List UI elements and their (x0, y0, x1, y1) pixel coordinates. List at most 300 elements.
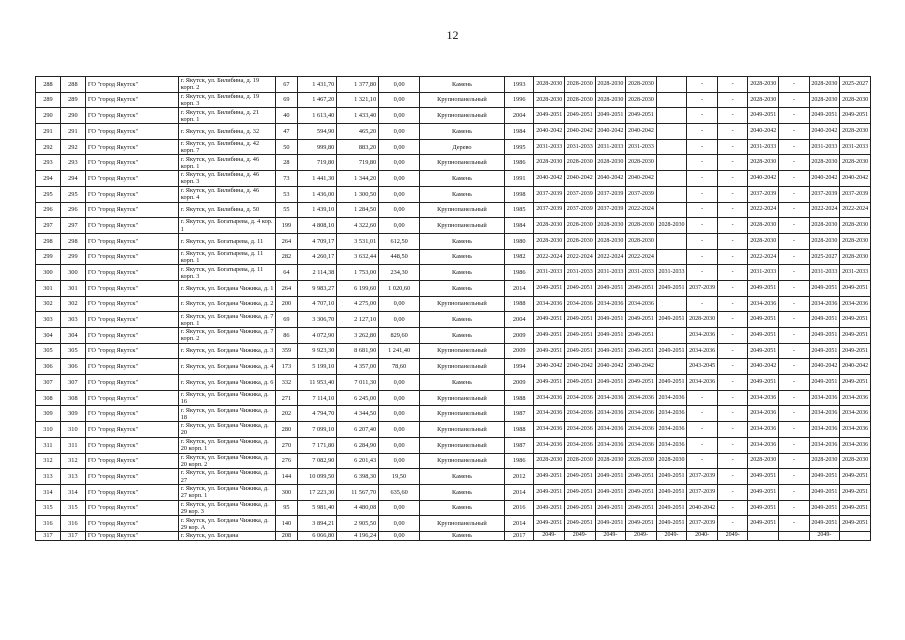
repair-period-cell: - (687, 233, 718, 249)
repair-period-cell: - (717, 500, 748, 516)
repair-period-cell: 2040-2042 (534, 359, 565, 375)
repair-period-cell (840, 531, 871, 540)
organization-cell: ГО "город Якутск" (85, 139, 178, 155)
repair-period-cell: - (687, 77, 718, 93)
residential-area-cell: 465,20 (337, 124, 379, 140)
table-row (36, 233, 871, 249)
row-index-cell: 289 (60, 92, 85, 108)
repair-period-cell: 2034-2036 (595, 437, 626, 453)
repair-period-cell (656, 233, 687, 249)
repair-period-cell: 2049-2051 (565, 108, 596, 124)
row-index-cell: 304 (60, 328, 85, 344)
residential-area-cell: 2 127,10 (337, 312, 379, 328)
row-number-cell: 304 (36, 328, 61, 344)
repair-period-cell: 2040-2042 (809, 171, 840, 187)
total-area-cell: 1 467,20 (297, 92, 337, 108)
repair-period-cell: 2049-2051 (748, 516, 779, 532)
repair-period-cell: 2034-2036 (626, 390, 657, 406)
total-area-cell: 7 082,90 (297, 453, 337, 469)
build-year-cell: 2009 (504, 328, 533, 344)
repair-period-cell: 2028-2030 (534, 77, 565, 93)
repair-period-cell: - (717, 437, 748, 453)
total-area-cell: 4 709,17 (297, 233, 337, 249)
wall-material-cell: Камень (420, 124, 505, 140)
repair-period-cell: - (717, 328, 748, 344)
build-year-cell: 2014 (504, 484, 533, 500)
total-area-cell: 4 072,90 (297, 328, 337, 344)
repair-period-cell: 2040-2042 (748, 359, 779, 375)
repair-period-cell: 2031-2033 (534, 265, 565, 281)
repair-period-cell: - (779, 124, 810, 140)
repair-period-cell (656, 171, 687, 187)
nonresidential-area-cell: 0,00 (379, 312, 420, 328)
residential-area-cell: 4 480,08 (337, 500, 379, 516)
repair-period-cell: - (779, 218, 810, 234)
address-cell: г. Якутск, ул. Билибина, д. 46 корп. 4 (178, 186, 275, 202)
nonresidential-area-cell: 0,00 (379, 108, 420, 124)
row-number-cell: 299 (36, 249, 61, 265)
repair-period-cell: - (687, 171, 718, 187)
row-index-cell: 308 (60, 390, 85, 406)
repair-period-cell: 2028-2030 (809, 453, 840, 469)
table-body (36, 77, 871, 541)
repair-period-cell: 2034-2036 (626, 422, 657, 438)
address-cell: г. Якутск, ул. Билибина, д. 46 корп. 3 (178, 171, 275, 187)
wall-material-cell: Крупнопанельный (420, 343, 505, 359)
repair-period-cell: 2028-2030 (626, 77, 657, 93)
repair-period-cell: 2034-2036 (534, 296, 565, 312)
repair-period-cell: - (717, 77, 748, 93)
repair-period-cell: 2049-2051 (565, 343, 596, 359)
repair-period-cell: 2049-2051 (840, 108, 871, 124)
address-cell: г. Якутск, ул. Билибина, д. 46 корп. 1 (178, 155, 275, 171)
repair-period-cell: 2049-2051 (595, 484, 626, 500)
residential-area-cell: 6 398,30 (337, 469, 379, 485)
residential-area-cell: 4 357,00 (337, 359, 379, 375)
repair-period-cell: 2034-2036 (656, 422, 687, 438)
row-index-cell: 296 (60, 202, 85, 218)
flats-count-cell: 50 (276, 139, 298, 155)
repair-period-cell: 2034-2036 (687, 375, 718, 391)
repair-period-cell: 2028-2030 (595, 218, 626, 234)
repair-period-cell: - (717, 171, 748, 187)
address-cell: г. Якутск, ул. Богатырева, д. 4 кор. 1 (178, 218, 275, 234)
repair-period-cell: 2037-2039 (687, 280, 718, 296)
total-area-cell: 10 099,50 (297, 469, 337, 485)
repair-period-cell: 2025-2027 (840, 77, 871, 93)
repair-period-cell: - (717, 406, 748, 422)
repair-period-cell: 2049-2051 (748, 484, 779, 500)
build-year-cell: 2009 (504, 375, 533, 391)
repair-period-cell: - (779, 77, 810, 93)
nonresidential-area-cell: 0,00 (379, 422, 420, 438)
repair-period-cell: 2049-2051 (840, 484, 871, 500)
repair-period-cell: 2028-2030 (595, 233, 626, 249)
repair-period-cell: 2040-2042 (626, 359, 657, 375)
repair-period-cell: - (717, 186, 748, 202)
nonresidential-area-cell: 1 241,40 (379, 343, 420, 359)
residential-area-cell: 2 905,50 (337, 516, 379, 532)
residential-area-cell: 4 322,60 (337, 218, 379, 234)
repair-period-cell: 2049-2051 (595, 343, 626, 359)
repair-period-cell: 2049-2051 (809, 500, 840, 516)
wall-material-cell: Крупнопанельный (420, 359, 505, 375)
repair-period-cell: 2049-2051 (626, 280, 657, 296)
wall-material-cell: Крупнопанельный (420, 406, 505, 422)
row-number-cell: 307 (36, 375, 61, 391)
repair-period-cell: - (779, 233, 810, 249)
repair-period-cell: 2034-2036 (656, 406, 687, 422)
repair-period-cell: 2049-2051 (748, 108, 779, 124)
repair-period-cell: 2031-2033 (565, 139, 596, 155)
total-area-cell: 1 436,00 (297, 186, 337, 202)
repair-period-cell: 2049-2051 (626, 375, 657, 391)
repair-period-cell (656, 108, 687, 124)
row-index-cell: 317 (60, 531, 85, 540)
repair-period-cell: - (779, 516, 810, 532)
table-row (36, 124, 871, 140)
repair-period-cell: 2034-2036 (565, 390, 596, 406)
row-index-cell: 298 (60, 233, 85, 249)
row-index-cell: 311 (60, 437, 85, 453)
repair-period-cell: 2049-2051 (809, 469, 840, 485)
repair-period-cell: 2049-2051 (534, 328, 565, 344)
repair-period-cell: - (779, 296, 810, 312)
address-cell: г. Якутск, ул. Богатырева, д. 11 корп. 1 (178, 249, 275, 265)
repair-period-cell: - (779, 171, 810, 187)
row-index-cell: 291 (60, 124, 85, 140)
repair-period-cell: - (687, 406, 718, 422)
repair-period-cell: - (717, 453, 748, 469)
repair-period-cell: 2028-2030 (748, 155, 779, 171)
repair-period-cell: 2034-2036 (840, 406, 871, 422)
repair-period-cell: 2028-2030 (534, 453, 565, 469)
nonresidential-area-cell: 0,00 (379, 296, 420, 312)
repair-period-cell: 2034-2036 (748, 296, 779, 312)
repair-period-cell: 2037-2039 (626, 186, 657, 202)
total-area-cell: 11 953,40 (297, 375, 337, 391)
repair-period-cell: - (717, 124, 748, 140)
address-cell: г. Якутск, ул. Богатырева, д. 11 корп. 3 (178, 265, 275, 281)
row-index-cell: 314 (60, 484, 85, 500)
repair-period-cell: 2028-2030 (656, 453, 687, 469)
build-year-cell: 2004 (504, 108, 533, 124)
repair-period-cell: 2037-2039 (565, 202, 596, 218)
repair-period-cell: 2037-2039 (534, 202, 565, 218)
total-area-cell: 4 794,70 (297, 406, 337, 422)
repair-period-cell: - (779, 186, 810, 202)
repair-period-cell: 2049-2051 (840, 375, 871, 391)
repair-period-cell: - (717, 249, 748, 265)
repair-period-cell: 2034-2036 (534, 422, 565, 438)
repair-period-cell: 2040-2042 (595, 359, 626, 375)
repair-period-cell: 2031-2033 (565, 265, 596, 281)
address-cell: г. Якутск, ул. Богдана Чижика, д. 29 кор. А (178, 516, 275, 532)
row-index-cell: 315 (60, 500, 85, 516)
repair-period-cell: 2037-2039 (840, 186, 871, 202)
organization-cell: ГО "город Якутск" (85, 249, 178, 265)
repair-period-cell: - (717, 280, 748, 296)
repair-period-cell: 2034-2036 (840, 390, 871, 406)
repair-period-cell: 2028-2030 (840, 453, 871, 469)
wall-material-cell: Камень (420, 249, 505, 265)
repair-period-cell: - (687, 92, 718, 108)
repair-period-cell: 2034-2036 (626, 406, 657, 422)
organization-cell: ГО "город Якутск" (85, 218, 178, 234)
repair-period-cell: 2028-2030 (626, 92, 657, 108)
repair-period-cell (779, 531, 810, 540)
repair-period-cell: 2031-2033 (626, 265, 657, 281)
organization-cell: ГО "город Якутск" (85, 108, 178, 124)
table-row (36, 390, 871, 406)
repair-period-cell: 2049-2051 (809, 484, 840, 500)
repair-period-cell (656, 124, 687, 140)
wall-material-cell: Камень (420, 312, 505, 328)
flats-count-cell: 140 (276, 516, 298, 532)
wall-material-cell: Крупнопанельный (420, 108, 505, 124)
repair-period-cell: 2034-2036 (840, 296, 871, 312)
repair-period-cell: 2037-2039 (809, 186, 840, 202)
residential-area-cell: 3 262,80 (337, 328, 379, 344)
build-year-cell: 2012 (504, 469, 533, 485)
repair-period-cell: 2034-2036 (748, 437, 779, 453)
nonresidential-area-cell: 612,50 (379, 233, 420, 249)
repair-period-cell: - (717, 265, 748, 281)
repair-period-cell: 2034-2036 (840, 437, 871, 453)
repair-period-cell: - (779, 92, 810, 108)
repair-period-cell: 2022-2024 (534, 249, 565, 265)
address-cell: г. Якутск, ул. Богдана Чижика, д. 29 кор. 3 (178, 500, 275, 516)
total-area-cell: 4 808,10 (297, 218, 337, 234)
nonresidential-area-cell: 0,00 (379, 186, 420, 202)
row-index-cell: 290 (60, 108, 85, 124)
repair-period-cell: 2037-2039 (687, 484, 718, 500)
row-number-cell: 297 (36, 218, 61, 234)
repair-period-cell: 2049-2051 (595, 108, 626, 124)
repair-period-cell: 2022-2024 (748, 249, 779, 265)
repair-period-cell: 2031-2033 (748, 265, 779, 281)
repair-period-cell: - (717, 202, 748, 218)
total-area-cell: 999,80 (297, 139, 337, 155)
organization-cell: ГО "город Якутск" (85, 265, 178, 281)
organization-cell: ГО "город Якутск" (85, 312, 178, 328)
total-area-cell: 17 223,30 (297, 484, 337, 500)
organization-cell: ГО "город Якутск" (85, 92, 178, 108)
repair-period-cell: 2049-2051 (595, 312, 626, 328)
row-number-cell: 309 (36, 406, 61, 422)
total-area-cell: 1 431,70 (297, 77, 337, 93)
total-area-cell: 7 114,10 (297, 390, 337, 406)
wall-material-cell: Камень (420, 469, 505, 485)
address-cell: г. Якутск, ул. Богдана Чижика, д. 6 (178, 375, 275, 391)
build-year-cell: 2017 (504, 531, 533, 540)
address-cell: г. Якутск, ул. Богдана Чижика, д. 27 корп. 1 (178, 484, 275, 500)
repair-period-cell: 2049-2051 (656, 280, 687, 296)
organization-cell: ГО "город Якутск" (85, 233, 178, 249)
repair-period-cell: - (779, 328, 810, 344)
repair-period-cell: 2049-2051 (656, 375, 687, 391)
organization-cell: ГО "город Якутск" (85, 500, 178, 516)
repair-period-cell: - (779, 437, 810, 453)
residential-area-cell: 1 753,00 (337, 265, 379, 281)
row-index-cell: 309 (60, 406, 85, 422)
repair-period-cell: 2043-2045 (687, 359, 718, 375)
address-cell: г. Якутск, ул. Билибина, д. 19 корп. 2 (178, 77, 275, 93)
repair-period-cell: 2028-2030 (748, 77, 779, 93)
total-area-cell: 7 099,10 (297, 422, 337, 438)
repair-period-cell: 2040-2042 (748, 171, 779, 187)
repair-period-cell: 2049-2051 (748, 312, 779, 328)
table-row (36, 531, 871, 540)
repair-period-cell: 2049- (626, 531, 657, 540)
address-cell: г. Якутск, ул. Билибина, д. 19 корп. 3 (178, 92, 275, 108)
total-area-cell: 5 981,40 (297, 500, 337, 516)
repair-period-cell: 2028-2030 (595, 155, 626, 171)
row-number-cell: 311 (36, 437, 61, 453)
repair-period-cell: 2028-2030 (748, 218, 779, 234)
repair-period-cell: - (779, 139, 810, 155)
row-number-cell: 288 (36, 77, 61, 93)
table-row (36, 375, 871, 391)
repair-period-cell: 2037-2039 (748, 186, 779, 202)
flats-count-cell: 280 (276, 422, 298, 438)
repair-period-cell: 2049- (656, 531, 687, 540)
repair-period-cell: 2028-2030 (840, 124, 871, 140)
row-number-cell: 314 (36, 484, 61, 500)
residential-area-cell: 883,20 (337, 139, 379, 155)
repair-period-cell: - (687, 296, 718, 312)
repair-period-cell: - (779, 375, 810, 391)
repair-period-cell: 2034-2036 (534, 437, 565, 453)
table-row (36, 516, 871, 532)
repair-period-cell: - (717, 469, 748, 485)
address-cell: г. Якутск, ул. Богатырева, д. 11 (178, 233, 275, 249)
nonresidential-area-cell: 0,00 (379, 92, 420, 108)
total-area-cell: 3 894,21 (297, 516, 337, 532)
wall-material-cell: Камень (420, 233, 505, 249)
repair-period-cell: 2034-2036 (656, 437, 687, 453)
repair-period-cell: 2040-2042 (565, 171, 596, 187)
row-index-cell: 293 (60, 155, 85, 171)
repair-period-cell: 2028-2030 (809, 155, 840, 171)
total-area-cell: 1 439,10 (297, 202, 337, 218)
repair-period-cell: - (717, 422, 748, 438)
residential-area-cell: 1 300,50 (337, 186, 379, 202)
wall-material-cell: Камень (420, 280, 505, 296)
table-row (36, 186, 871, 202)
table-row (36, 437, 871, 453)
organization-cell: ГО "город Якутск" (85, 343, 178, 359)
address-cell: г. Якутск, ул. Богдана Чижика, д. 20 корп. 2 (178, 453, 275, 469)
flats-count-cell: 55 (276, 202, 298, 218)
repair-period-cell: 2049-2051 (565, 312, 596, 328)
address-cell: г. Якутск, ул. Билибина, д. 50 (178, 202, 275, 218)
repair-period-cell: 2028-2030 (656, 218, 687, 234)
flats-count-cell: 86 (276, 328, 298, 344)
build-year-cell: 1996 (504, 92, 533, 108)
repair-period-cell: 2034-2036 (565, 422, 596, 438)
repair-period-cell: 2049-2051 (748, 500, 779, 516)
repair-period-cell: 2031-2033 (809, 139, 840, 155)
total-area-cell: 719,80 (297, 155, 337, 171)
repair-period-cell: 2028-2030 (840, 249, 871, 265)
row-number-cell: 303 (36, 312, 61, 328)
build-year-cell: 1987 (504, 406, 533, 422)
repair-period-cell: 2022-2024 (626, 249, 657, 265)
row-number-cell: 306 (36, 359, 61, 375)
repair-period-cell: 2028-2030 (565, 92, 596, 108)
table-row (36, 359, 871, 375)
repair-period-cell: 2034-2036 (687, 328, 718, 344)
nonresidential-area-cell: 0,00 (379, 218, 420, 234)
repair-period-cell: 2049-2051 (565, 516, 596, 532)
wall-material-cell: Камень (420, 375, 505, 391)
repair-period-cell: - (779, 280, 810, 296)
repair-period-cell: 2049-2051 (595, 280, 626, 296)
row-number-cell: 312 (36, 453, 61, 469)
flats-count-cell: 73 (276, 171, 298, 187)
row-index-cell: 305 (60, 343, 85, 359)
repair-period-cell (656, 186, 687, 202)
row-number-cell: 300 (36, 265, 61, 281)
build-year-cell: 1995 (504, 139, 533, 155)
wall-material-cell: Крупнопанельный (420, 92, 505, 108)
repair-period-cell (656, 139, 687, 155)
repair-period-cell: 2040-2042 (565, 124, 596, 140)
repair-period-cell: 2028-2030 (565, 77, 596, 93)
residential-area-cell: 6 284,90 (337, 437, 379, 453)
repair-period-cell: 2049-2051 (840, 328, 871, 344)
repair-period-cell: 2040-2042 (840, 171, 871, 187)
repair-period-cell (656, 202, 687, 218)
table-row (36, 108, 871, 124)
nonresidential-area-cell: 0,00 (379, 500, 420, 516)
repair-period-cell: 2049-2051 (595, 328, 626, 344)
wall-material-cell: Крупнопанельный (420, 516, 505, 532)
organization-cell: ГО "город Якутск" (85, 186, 178, 202)
repair-period-cell (656, 77, 687, 93)
repair-period-cell: 2040-2042 (687, 500, 718, 516)
wall-material-cell: Камень (420, 531, 505, 540)
wall-material-cell: Крупнопанельный (420, 155, 505, 171)
repair-period-cell: 2049-2051 (656, 343, 687, 359)
row-number-cell: 316 (36, 516, 61, 532)
build-year-cell: 1980 (504, 233, 533, 249)
nonresidential-area-cell: 0,00 (379, 390, 420, 406)
repair-period-cell: 2040-2042 (595, 171, 626, 187)
repair-period-cell: 2028-2030 (748, 233, 779, 249)
wall-material-cell: Крупнопанельный (420, 453, 505, 469)
repair-period-cell: 2031-2033 (595, 139, 626, 155)
table-row (36, 469, 871, 485)
repair-period-cell: - (717, 390, 748, 406)
repair-period-cell: - (779, 422, 810, 438)
build-year-cell: 1984 (504, 218, 533, 234)
flats-count-cell: 208 (276, 531, 298, 540)
repair-period-cell: 2049- (595, 531, 626, 540)
repair-period-cell: - (717, 92, 748, 108)
address-cell: г. Якутск, ул. Богдана Чижика, д. 20 (178, 422, 275, 438)
nonresidential-area-cell: 635,60 (379, 484, 420, 500)
repair-period-cell: 2049-2051 (534, 500, 565, 516)
repair-period-cell: 2049-2051 (809, 343, 840, 359)
repair-period-cell: - (687, 186, 718, 202)
build-year-cell: 1986 (504, 155, 533, 171)
repair-period-cell (656, 155, 687, 171)
repair-period-cell: 2028-2030 (534, 233, 565, 249)
address-cell: г. Якутск, ул. Богдана Чижика, д. 7 корп. 2 (178, 328, 275, 344)
repair-period-cell: 2040-2042 (809, 359, 840, 375)
